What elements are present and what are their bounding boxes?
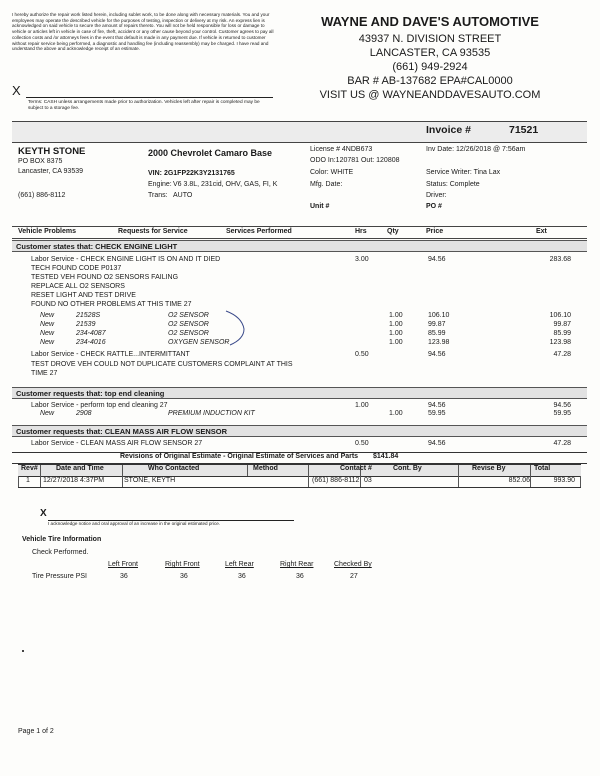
shop-name: WAYNE AND DAVE'S AUTOMOTIVE: [321, 14, 539, 29]
part-qty: 1.00: [389, 410, 403, 417]
part-qty: 1.00: [389, 321, 403, 328]
part-condition: New: [40, 339, 55, 346]
rev-total: 993.90: [553, 477, 575, 484]
divider: [530, 465, 531, 476]
ack-signature-mark: X: [40, 508, 47, 519]
vehicle-engine-label: Engine:: [148, 181, 172, 188]
section-header: [12, 387, 587, 399]
tire-col-lr: Left Rear: [225, 561, 254, 568]
tire-checked-value: 27: [350, 573, 358, 580]
part-number: 21539: [76, 321, 96, 328]
divider: [308, 465, 309, 476]
col-qty: Qty: [387, 228, 399, 235]
speck: [22, 650, 24, 652]
vehicle-mfg-date: Mfg. Date:: [310, 181, 343, 188]
rev-col-contby: Cont. By: [393, 465, 422, 472]
divider: [360, 476, 361, 487]
note-line: TECH FOUND CODE P0137: [31, 265, 122, 272]
shop-header: [300, 14, 560, 102]
part-description: O2 SENSOR: [168, 312, 209, 319]
tire-check-label: Check Performed.: [32, 549, 89, 556]
invoice-number: 71521: [509, 124, 539, 136]
part-condition: New: [40, 321, 55, 328]
part-price: 106.10: [428, 312, 450, 319]
col-performed: Services Performed: [226, 228, 292, 235]
part-price: 99.87: [428, 321, 446, 328]
rev-col-total: Total: [534, 465, 551, 472]
section-title: Customer requests that: top end cleaning: [16, 389, 165, 398]
tire-lf-value: 36: [120, 573, 128, 580]
tire-lr-value: 36: [238, 573, 246, 580]
ack-note: I acknowledge notice and oral approval of an increase in the original estimated price.: [48, 521, 221, 526]
tire-col-checked: Checked By: [334, 561, 372, 568]
shop-street: 43937 N. DIVISION STREET: [358, 33, 502, 45]
shop-phone: (661) 949-2924: [392, 61, 468, 73]
labor-hrs: 0.50: [355, 440, 369, 447]
authorization-signature-mark: X: [12, 83, 21, 98]
tire-row-label: Tire Pressure PSI: [32, 573, 87, 580]
divider: [458, 476, 459, 487]
divider: [247, 465, 248, 476]
vehicle-title: 2000 Chevrolet Camaro Base: [148, 148, 273, 158]
col-requests: Requests for Service: [118, 228, 188, 235]
part-qty: 1.00: [389, 330, 403, 337]
rev-col-method: Method: [253, 465, 278, 472]
labor-line: Labor Service - CLEAN MASS AIR FLOW SENSOR 27: [31, 440, 203, 447]
section-header: [12, 425, 587, 437]
part-number: 234-4016: [76, 339, 106, 346]
note-line: TEST DROVE VEH COULD NOT DUPLICATE CUSTOMERS COMPLAINT AT THIS: [31, 361, 293, 368]
col-ext: Ext: [536, 228, 547, 235]
divider: [18, 476, 19, 487]
part-ext: 99.87: [553, 321, 571, 328]
divider: [40, 476, 41, 487]
note-line: FOUND NO OTHER PROBLEMS AT THIS TIME 27: [31, 301, 192, 308]
part-ext: 59.95: [553, 410, 571, 417]
rev-revise: 852.06: [508, 477, 530, 484]
vehicle-vin: VIN: 2G1FP22K3Y2131765: [148, 170, 235, 177]
section-title: Customer requests that: CLEAN MASS AIR FLOW SENSOR: [16, 427, 227, 436]
divider: [458, 465, 459, 476]
part-description: OXYGEN SENSOR: [168, 339, 230, 346]
part-number: 234-4087: [76, 330, 106, 337]
vehicle-unit: Unit #: [310, 203, 330, 210]
vehicle-odometer: ODO In:120781 Out: 120808: [310, 157, 400, 164]
divider: [122, 465, 123, 476]
divider: [580, 476, 581, 487]
rev-col-datetime: Date and Time: [56, 465, 104, 472]
divider: [308, 476, 309, 487]
labor-hrs: 1.00: [355, 402, 369, 409]
tire-col-rr: Right Rear: [280, 561, 314, 568]
note-line: TESTED VEH FOUND O2 SENSORS FAILING: [31, 274, 179, 281]
terms-text: Terms: CASH unless arrangements made prior to authorization. Vehicles left after repair is completed may be subject to a storage fee.: [28, 100, 260, 111]
labor-ext: 283.68: [549, 256, 571, 263]
customer-phone: (661) 886-8112: [18, 192, 66, 199]
section-title: Customer states that: CHECK ENGINE LIGHT: [16, 242, 178, 251]
rev-col-contacted: Who Contacted: [148, 465, 200, 472]
page-number: Page 1 of 2: [18, 728, 54, 735]
invoice-label: Invoice #: [426, 124, 471, 136]
part-ext: 85.99: [553, 330, 571, 337]
vehicle-engine: V6 3.8L, 231cid, OHV, GAS, FI, K: [173, 181, 278, 188]
vehicle-trans: AUTO: [173, 192, 193, 199]
status: Status: Complete: [426, 181, 480, 188]
labor-ext: 47.28: [553, 440, 571, 447]
part-description: O2 SENSOR: [168, 321, 209, 328]
col-price: Price: [426, 228, 444, 235]
labor-line: Labor Service - CHECK ENGINE LIGHT IS ON AND IT DIED: [31, 256, 221, 263]
shop-bar-epa: BAR # AB-137682 EPA#CAL0000: [347, 75, 513, 87]
divider: [122, 476, 123, 487]
labor-hrs: 0.50: [355, 351, 369, 358]
part-condition: New: [40, 330, 55, 337]
service-writer: Service Writer: Tina Lax: [426, 169, 501, 176]
tire-col-lf: Left Front: [108, 561, 138, 568]
rev-col-number: Rev#: [21, 465, 38, 472]
section-header: [12, 240, 587, 252]
labor-hrs: 3.00: [355, 256, 369, 263]
rev-contact: (661) 886-8112: [312, 477, 360, 484]
tire-col-rf: Right Front: [165, 561, 200, 568]
labor-price: 94.56: [428, 402, 446, 409]
authorization-text: I hereby authorize the repair work listed herein, including sublet work, to be done along with necessary materials. You and your employees may operate the described vehicle for the purposes of testing, inspection or delivery at my risk. An express lien is acknowledged on said vehicle to secure the amount of repairs thereto. You will not be held responsible for loss or damage to vehicle or articles left in vehicle in case of fire, theft, accident or any other cause beyond your control. Customer agrees to pay all collection costs and /or attorneys fees in the event that default is made in any payment due. If vehicle is returned to customer without repair service being performed, a diagnostic and handling fee (including reassembly) may be charged. I have read and understand the above and acknowledge receipt of an estimate.: [12, 12, 274, 52]
part-qty: 1.00: [389, 312, 403, 319]
labor-line: Labor Service - CHECK RATTLE...INTERMITTANT: [31, 351, 190, 358]
customer-name: KEYTH STONE: [18, 146, 86, 157]
note-line: TIME 27: [31, 370, 58, 377]
rev-col-revise: Revise By: [472, 465, 506, 472]
rev-col-contact: Contact #: [340, 465, 372, 472]
signature-line: [26, 97, 273, 98]
tire-rr-value: 36: [296, 573, 304, 580]
part-description: O2 SENSOR: [168, 330, 209, 337]
labor-price: 94.56: [428, 440, 446, 447]
note-line: RESET LIGHT AND TEST DRIVE: [31, 292, 136, 299]
customer-address2: Lancaster, CA 93539: [18, 168, 83, 175]
vehicle-license: License # 4NDB673: [310, 146, 373, 153]
rev-contby: 03: [364, 477, 372, 484]
labor-price: 94.56: [428, 351, 446, 358]
customer-address1: PO BOX 8375: [18, 158, 63, 165]
pen-mark: [222, 309, 252, 347]
part-price: 59.95: [428, 410, 446, 417]
invoice-date: Inv Date: 12/26/2018 @ 7:56am: [426, 146, 526, 153]
shop-website: VISIT US @ WAYNEANDDAVESAUTO.COM: [319, 89, 541, 101]
part-condition: New: [40, 312, 55, 319]
part-condition: New: [40, 410, 55, 417]
labor-ext: 94.56: [553, 402, 571, 409]
col-vehicle-problems: Vehicle Problems: [18, 228, 76, 235]
vehicle-trans-label: Trans:: [148, 192, 168, 199]
labor-price: 94.56: [428, 256, 446, 263]
labor-ext: 47.28: [553, 351, 571, 358]
part-number: 21528S: [76, 312, 101, 319]
labor-line: Labor Service - perform top end cleaning 27: [31, 402, 168, 409]
rev-datetime: 12/27/2018 4:37PM: [43, 477, 105, 484]
part-qty: 1.00: [389, 339, 403, 346]
driver: Driver:: [426, 192, 447, 199]
note-line: REPLACE ALL O2 SENSORS: [31, 283, 125, 290]
rev-number: 1: [26, 477, 30, 484]
part-ext: 106.10: [549, 312, 571, 319]
divider: [40, 465, 41, 476]
part-number: 2908: [76, 410, 92, 417]
part-ext: 123.98: [549, 339, 571, 346]
part-price: 85.99: [428, 330, 446, 337]
tire-rf-value: 36: [180, 573, 188, 580]
col-hrs: Hrs: [355, 228, 367, 235]
rev-contacted: STONE, KEYTH: [124, 477, 176, 484]
invoice-bar: [12, 121, 587, 143]
part-price: 123.98: [428, 339, 450, 346]
part-description: PREMIUM INDUCTION KIT: [168, 410, 255, 417]
revisions-title: Revisions of Original Estimate - Original Estimate of Services and Parts: [120, 453, 359, 460]
vehicle-color: Color: WHITE: [310, 169, 354, 176]
shop-city: LANCASTER, CA 93535: [369, 47, 491, 59]
revisions-original-amount: $141.84: [373, 453, 399, 460]
services-table-header: [12, 226, 587, 239]
tire-info-title: Vehicle Tire Information: [22, 536, 102, 543]
po-number: PO #: [426, 203, 442, 210]
